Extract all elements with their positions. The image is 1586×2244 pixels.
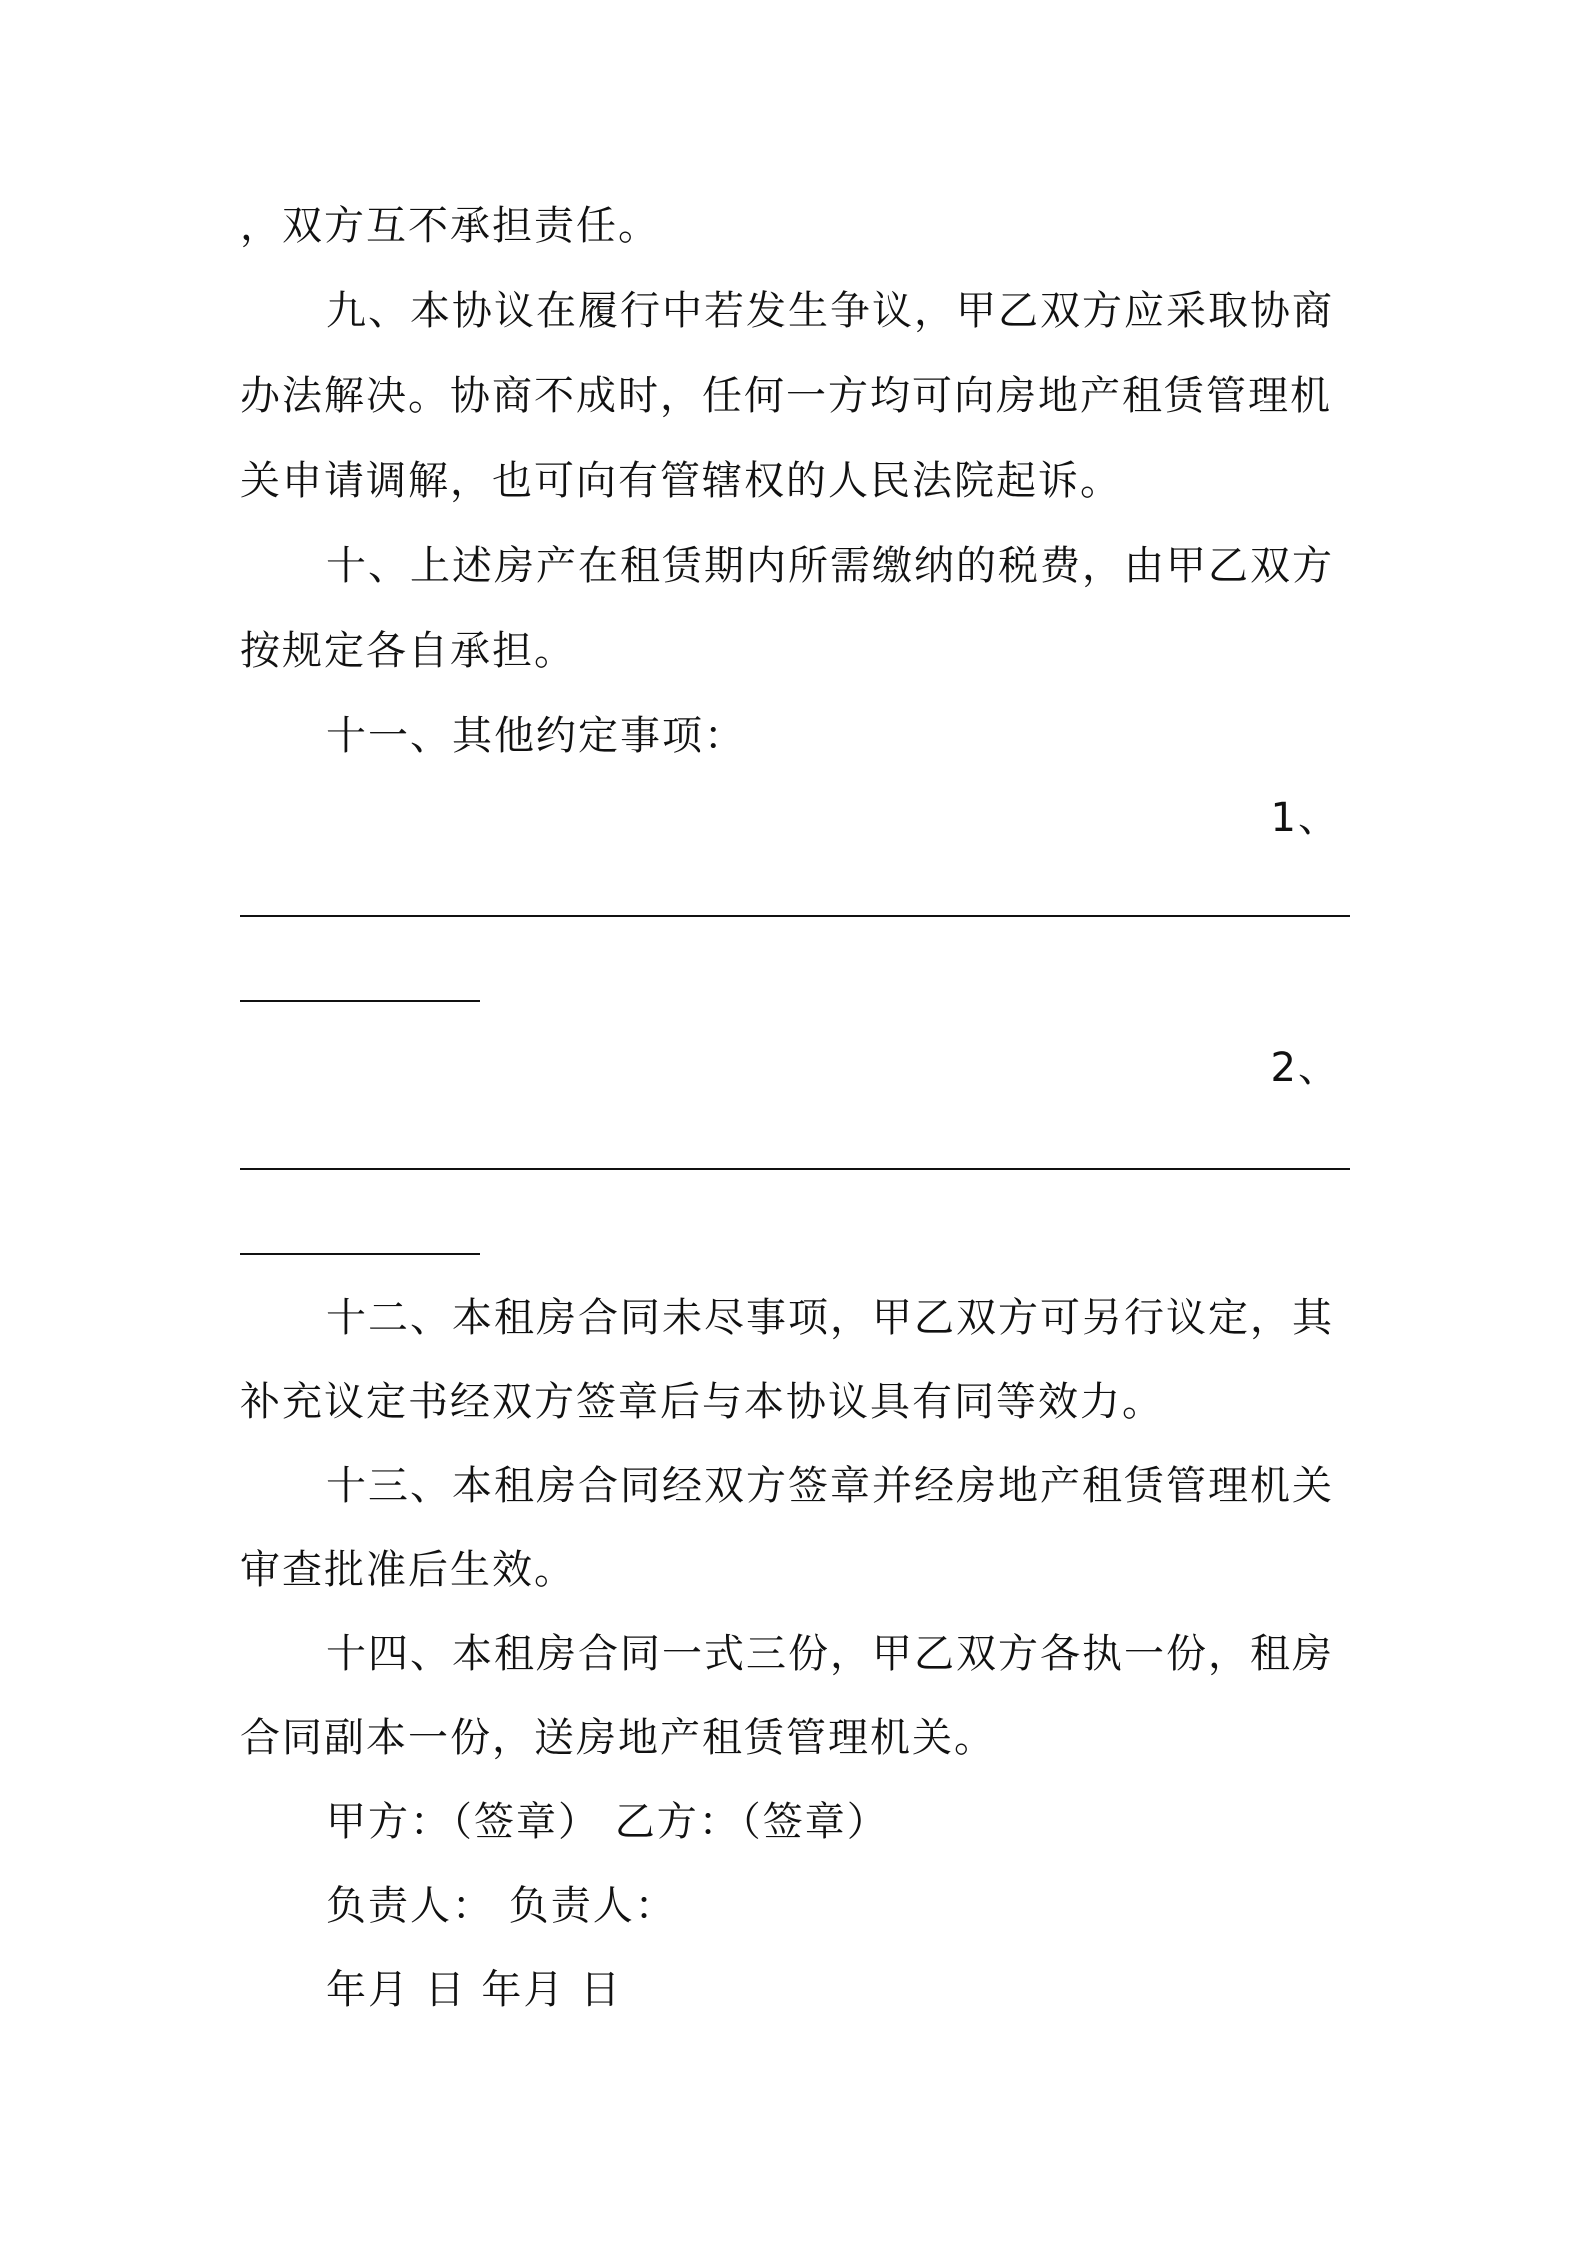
item-2-blank-line-2 [240, 1253, 480, 1255]
clause-14-line-2: 合同副本一份，送房地产租赁管理机关。 [240, 1715, 996, 1761]
item-2-blank-line-1 [240, 1168, 1350, 1170]
item-1-blank-line-1 [240, 915, 1350, 917]
clause-13-line-2: 审查批准后生效。 [240, 1547, 576, 1593]
responsible-person-line: 负责人： 负责人： [326, 1883, 677, 1929]
clause-9-line-2: 办法解决。协商不成时，任何一方均可向房地产租赁管理机 [240, 373, 1332, 419]
clause-13-line-1: 十三、本租房合同经双方签章并经房地产租赁管理机关 [326, 1463, 1334, 1509]
text-line-1: ，双方互不承担责任。 [240, 203, 660, 249]
clause-10-line-2: 按规定各自承担。 [240, 628, 576, 674]
item-2-number: 2、 [1270, 1045, 1340, 1091]
clause-12-line-1: 十二、本租房合同未尽事项，甲乙双方可另行议定，其 [326, 1295, 1334, 1341]
signature-line: 甲方：（签章） 乙方：（签章） [326, 1799, 889, 1845]
date-line: 年月 日 年月 日 [326, 1967, 623, 2013]
clause-14-line-1: 十四、本租房合同一式三份，甲乙双方各执一份，租房 [326, 1631, 1334, 1677]
item-1-number: 1、 [1270, 795, 1340, 841]
item-1-blank-line-2 [240, 1000, 480, 1002]
clause-9-line-1: 九、本协议在履行中若发生争议，甲乙双方应采取协商 [326, 288, 1334, 334]
clause-10-line-1: 十、上述房产在租赁期内所需缴纳的税费，由甲乙双方 [326, 543, 1334, 589]
clause-12-line-2: 补充议定书经双方签章后与本协议具有同等效力。 [240, 1379, 1164, 1425]
clause-9-line-3: 关申请调解，也可向有管辖权的人民法院起诉。 [240, 458, 1122, 504]
clause-11-heading: 十一、其他约定事项： [326, 713, 746, 759]
